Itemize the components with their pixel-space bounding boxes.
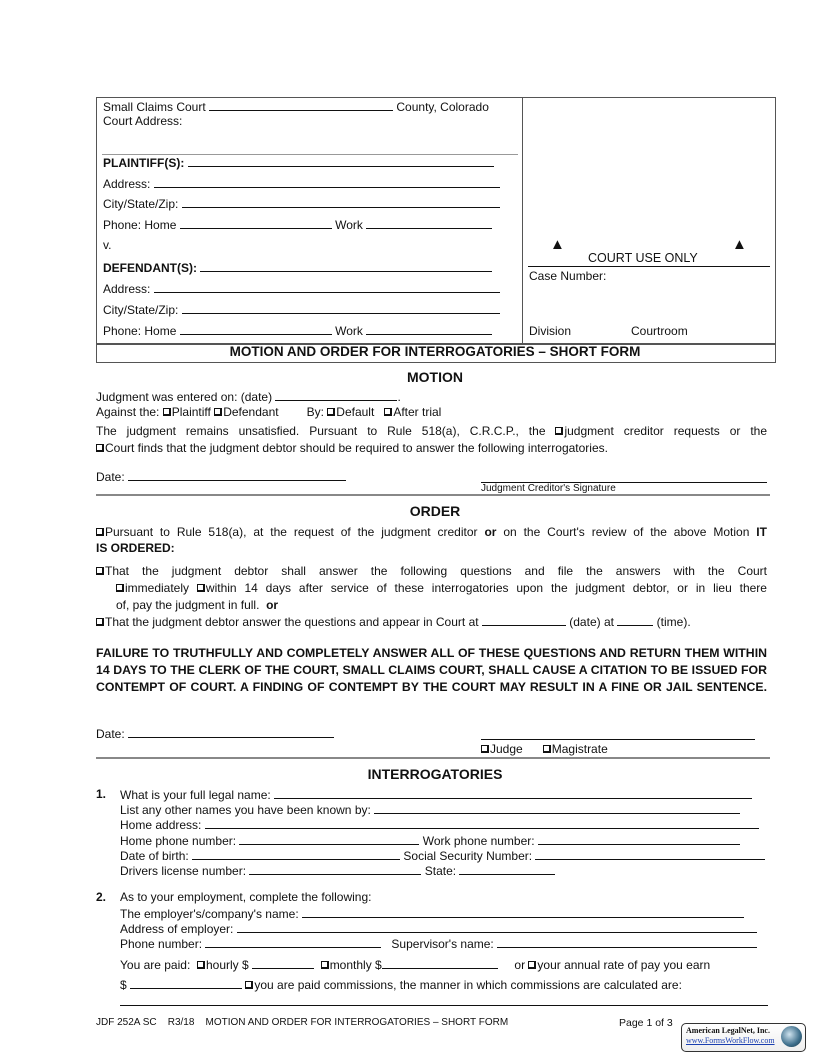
defendant-option: Defendant bbox=[223, 405, 279, 419]
state-field[interactable] bbox=[459, 863, 555, 875]
motion-heading: MOTION bbox=[407, 369, 463, 385]
date-label: Date: bbox=[96, 727, 125, 741]
question-number: 2. bbox=[96, 890, 107, 904]
monthly-field[interactable] bbox=[382, 957, 498, 969]
dollar-label: $ bbox=[120, 978, 127, 992]
defendant-address-label: Address: bbox=[103, 282, 151, 296]
ssn-label: Social Security Number: bbox=[403, 849, 533, 863]
order-text: of, pay the judgment in full. bbox=[116, 598, 260, 612]
other-names-label: List any other names you have been known by: bbox=[120, 803, 371, 817]
case-number-label: Case Number: bbox=[529, 269, 607, 283]
plaintiff-checkbox[interactable] bbox=[163, 408, 171, 416]
question-number: 1. bbox=[96, 787, 107, 801]
home-address-field[interactable] bbox=[205, 817, 759, 829]
hourly-checkbox[interactable] bbox=[197, 961, 205, 969]
defendant-home-phone-field[interactable] bbox=[180, 323, 332, 335]
home-address-label: Home address: bbox=[120, 818, 202, 832]
logo-url[interactable]: www.FormsWorkFlow.com bbox=[686, 1036, 775, 1045]
contempt-warning: FAILURE TO TRUTHFULLY AND COMPLETELY ANSWER ALL OF THESE QUESTIONS AND RETURN THEM WITHIN 14 DAYS TO THE CLERK OF THE COURT, SMALL CLAIMS COURT, SHALL CAUSE A CITATION TO BE ISSUED FOR CONTEMPT OF COURT. A FINDING OF CONTEMPT BY THE COURT MAY RESULT IN A FINE OR JAIL SENTENCE. bbox=[96, 646, 767, 694]
annual-label: your annual rate of pay you earn bbox=[537, 958, 711, 972]
plaintiff-city-label: City/State/Zip: bbox=[103, 197, 179, 211]
versus-label: v. bbox=[103, 238, 112, 252]
document-page: Small Claims Court County, Colorado Court Address: PLAINTIFF(S): Address: City/State/Zip: Phone: Home Work v. DEFENDANT(S): Address: City/State/Zip: Phone: Home Work ▲ ▲ COURT USE ONLY Case Number: Division Courtroom MOTION AND ORDER FOR INTERROGATORIES – SHORT FORM MOTION Judgment was entered on: (date) . Against the: Plaintiff Defendant By: Default After trial The judgment remains unsatisfied. Pursuant to Rule 518(a), C.R.C.P., the judgment creditor requests or the Court finds that the judgment debtor should be required to answer the following interrogatories. Date: Judgment Creditor's Signature ORDER Pursuant to Rule 518(a), at the request of the judgment creditor or on the Court's review of the above Motion IT IS ORDERED: That the judgment debtor shall answer the following questions and file the answers with the Court immediately within 14 days after service of these interrogatories upon the judgment debtor, or in lieu there of, pay the judgment in full. or That the judgment debtor answer the questions and appear in Court at (date) at (time). FAILURE TO TRUTHFULLY AND COMPLETELY ANSWER ALL OF THESE QUESTIONS AND RETURN THEM WITHIN 14 DAYS TO THE CLERK OF THE COURT, SMALL CLAIMS COURT, SHALL CAUSE A CITATION TO BE ISSUED FOR CONTEMPT OF COURT. A FINDING OF CONTEMPT BY THE COURT MAY RESULT IN A FINE OR JAIL SENTENCE. Date: Judge Magistrate INTERROGATORIES 1. What is your full legal name: List any other names you have been known by: Home address: Home phone number: Work phone number: Date of birth: Social Security Number: Drivers license number: State: 2. As to your employment, complete the following: The employer's/company's name: Address of employer: Phone number: Supervisor's name: You are paid: hourly $ monthly $ or your annual rate of pay you earn $ you are paid commissions, the manner in which commissions are calculated are: JDF 252A SC R3/18 MOTION AND ORDER FOR INTERROGATORIES – SHORT FORM Page 1 of 3 American LegalNet, Inc. www.FormsWorkFlow.com bbox=[0, 0, 816, 1056]
magistrate-option: Magistrate bbox=[551, 742, 608, 756]
order-text: within 14 days after service of these interrogatories upon the judgment debtor, or in lieu there bbox=[205, 581, 767, 595]
employer-address-label: Address of employer: bbox=[120, 922, 234, 936]
order-text: That the judgment debtor shall answer the following questions and file the answers with the Court bbox=[105, 564, 767, 578]
drivers-license-label: Drivers license number: bbox=[120, 864, 247, 878]
defendant-work-label: Work bbox=[335, 324, 363, 338]
divider bbox=[528, 266, 770, 267]
employer-address-field[interactable] bbox=[237, 921, 757, 933]
plaintiff-label: PLAINTIFF(S): bbox=[103, 156, 185, 170]
defendant-address-field[interactable] bbox=[154, 281, 500, 293]
defendant-city-field[interactable] bbox=[182, 302, 500, 314]
appear-time-field[interactable] bbox=[617, 614, 653, 626]
judgment-date-field[interactable] bbox=[275, 389, 397, 401]
page-number: Page 1 of 3 bbox=[619, 1017, 673, 1029]
after-trial-checkbox[interactable] bbox=[384, 408, 392, 416]
county-field[interactable] bbox=[209, 99, 393, 111]
full-name-label: What is your full legal name: bbox=[120, 788, 271, 802]
default-option: Default bbox=[336, 405, 375, 419]
court-address-label: Court Address: bbox=[103, 114, 183, 128]
court-use-only-label: COURT USE ONLY bbox=[588, 251, 698, 265]
county-label: County, Colorado bbox=[396, 100, 489, 114]
employment-intro: As to your employment, complete the following: bbox=[120, 890, 372, 904]
order-text: or bbox=[266, 598, 279, 612]
form-title: MOTION AND ORDER FOR INTERROGATORIES – SHORT FORM bbox=[229, 344, 641, 359]
answer-file-checkbox[interactable] bbox=[96, 567, 104, 575]
plaintiff-field[interactable] bbox=[188, 155, 494, 167]
or-label: or bbox=[514, 958, 526, 972]
judgment-creditor-checkbox[interactable] bbox=[555, 427, 563, 435]
court-label: Small Claims Court bbox=[103, 100, 206, 114]
annual-checkbox[interactable] bbox=[528, 961, 536, 969]
commissions-label: you are paid commissions, the manner in which commissions are calculated are: bbox=[254, 978, 682, 992]
appear-date-field[interactable] bbox=[482, 614, 566, 626]
order-text: on the Court's review of the above Motion bbox=[503, 525, 750, 539]
commissions-checkbox[interactable] bbox=[245, 981, 253, 989]
plaintiff-home-phone-field[interactable] bbox=[180, 217, 332, 229]
ssn-field[interactable] bbox=[535, 848, 765, 860]
order-text: That the judgment debtor answer the questions and appear in Court at bbox=[105, 615, 479, 629]
divider bbox=[96, 757, 770, 759]
triangle-up-icon: ▲ bbox=[550, 236, 565, 253]
plaintiff-work-label: Work bbox=[335, 218, 363, 232]
plaintiff-city-field[interactable] bbox=[182, 196, 500, 208]
employer-name-label: The employer's/company's name: bbox=[120, 907, 299, 921]
drivers-license-field[interactable] bbox=[249, 863, 421, 875]
signature-label: Judgment Creditor's Signature bbox=[481, 483, 616, 494]
order-text: or bbox=[484, 525, 497, 539]
order-text: immediately bbox=[125, 581, 190, 595]
division-label: Division bbox=[529, 324, 572, 338]
hourly-field[interactable] bbox=[252, 957, 314, 969]
against-label: Against the: bbox=[96, 405, 160, 419]
work-phone-label: Work phone number: bbox=[422, 834, 535, 848]
form-id: JDF 252A SC bbox=[96, 1017, 157, 1028]
paid-label: You are paid: bbox=[120, 958, 191, 972]
after-trial-option: After trial bbox=[393, 405, 442, 419]
within-14-days-checkbox[interactable] bbox=[197, 584, 205, 592]
monthly-checkbox[interactable] bbox=[321, 961, 329, 969]
order-text: IT bbox=[756, 525, 767, 539]
order-date-field[interactable] bbox=[128, 726, 334, 738]
supervisor-label: Supervisor's name: bbox=[391, 937, 494, 951]
immediately-checkbox[interactable] bbox=[116, 584, 124, 592]
court-finds-checkbox[interactable] bbox=[96, 444, 104, 452]
logo-name: American LegalNet, Inc. bbox=[686, 1026, 770, 1035]
home-phone-field[interactable] bbox=[239, 833, 419, 845]
employer-phone-field[interactable] bbox=[205, 936, 381, 948]
motion-text: The judgment remains unsatisfied. Pursuant to Rule 518(a), C.R.C.P., the bbox=[96, 424, 546, 438]
motion-text: judgment creditor requests or the bbox=[564, 424, 767, 438]
motion-text: Court finds that the judgment debtor should be required to answer the following interrogatories. bbox=[105, 441, 608, 455]
order-text: (date) at bbox=[569, 615, 614, 629]
full-name-field[interactable] bbox=[274, 787, 752, 799]
plaintiff-phone-label: Phone: Home bbox=[103, 218, 177, 232]
defendant-phone-label: Phone: Home bbox=[103, 324, 177, 338]
defendant-checkbox[interactable] bbox=[214, 408, 222, 416]
globe-icon bbox=[781, 1026, 802, 1047]
work-phone-field[interactable] bbox=[538, 833, 740, 845]
footer-title: MOTION AND ORDER FOR INTERROGATORIES – SHORT FORM bbox=[205, 1017, 509, 1028]
by-label: By: bbox=[306, 405, 324, 419]
plaintiff-option: Plaintiff bbox=[171, 405, 211, 419]
state-label: State: bbox=[424, 864, 457, 878]
interrogatories-heading: INTERROGATORIES bbox=[367, 766, 503, 782]
plaintiff-work-phone-field[interactable] bbox=[366, 217, 492, 229]
judge-signature-line[interactable] bbox=[481, 739, 755, 740]
entered-label: Judgment was entered on: (date) bbox=[96, 390, 273, 404]
dob-label: Date of birth: bbox=[120, 849, 189, 863]
other-names-field[interactable] bbox=[374, 802, 740, 814]
revision: R3/18 bbox=[167, 1017, 195, 1028]
caption-divider bbox=[522, 97, 523, 343]
dob-field[interactable] bbox=[192, 848, 400, 860]
employer-phone-label: Phone number: bbox=[120, 937, 203, 951]
order-heading: ORDER bbox=[409, 503, 461, 519]
motion-date-field[interactable] bbox=[128, 469, 346, 481]
plaintiff-address-field[interactable] bbox=[154, 176, 500, 188]
hourly-label: hourly $ bbox=[205, 958, 249, 972]
monthly-label: monthly $ bbox=[329, 958, 382, 972]
rule-518-checkbox[interactable] bbox=[96, 528, 104, 536]
magistrate-checkbox[interactable] bbox=[543, 745, 551, 753]
defendant-label: DEFENDANT(S): bbox=[103, 261, 197, 275]
order-text: (time). bbox=[656, 615, 691, 629]
plaintiff-address-label: Address: bbox=[103, 177, 151, 191]
home-phone-label: Home phone number: bbox=[120, 834, 237, 848]
default-checkbox[interactable] bbox=[327, 408, 335, 416]
judge-checkbox[interactable] bbox=[481, 745, 489, 753]
appear-in-court-checkbox[interactable] bbox=[96, 618, 104, 626]
commissions-field[interactable] bbox=[120, 1005, 768, 1006]
triangle-up-icon: ▲ bbox=[732, 236, 747, 253]
is-ordered-label: IS ORDERED: bbox=[96, 541, 175, 555]
judge-option: Judge bbox=[490, 742, 523, 756]
divider bbox=[96, 494, 770, 496]
defendant-field[interactable] bbox=[200, 260, 492, 272]
courtroom-label: Courtroom bbox=[631, 324, 688, 338]
legalnet-logo[interactable] bbox=[681, 1023, 806, 1052]
defendant-city-label: City/State/Zip: bbox=[103, 303, 179, 317]
supervisor-field[interactable] bbox=[497, 936, 757, 948]
employer-name-field[interactable] bbox=[302, 906, 744, 918]
order-text: Pursuant to Rule 518(a), at the request of the judgment creditor bbox=[105, 525, 478, 539]
date-label: Date: bbox=[96, 470, 125, 484]
defendant-work-phone-field[interactable] bbox=[366, 323, 492, 335]
annual-field[interactable] bbox=[130, 977, 242, 989]
